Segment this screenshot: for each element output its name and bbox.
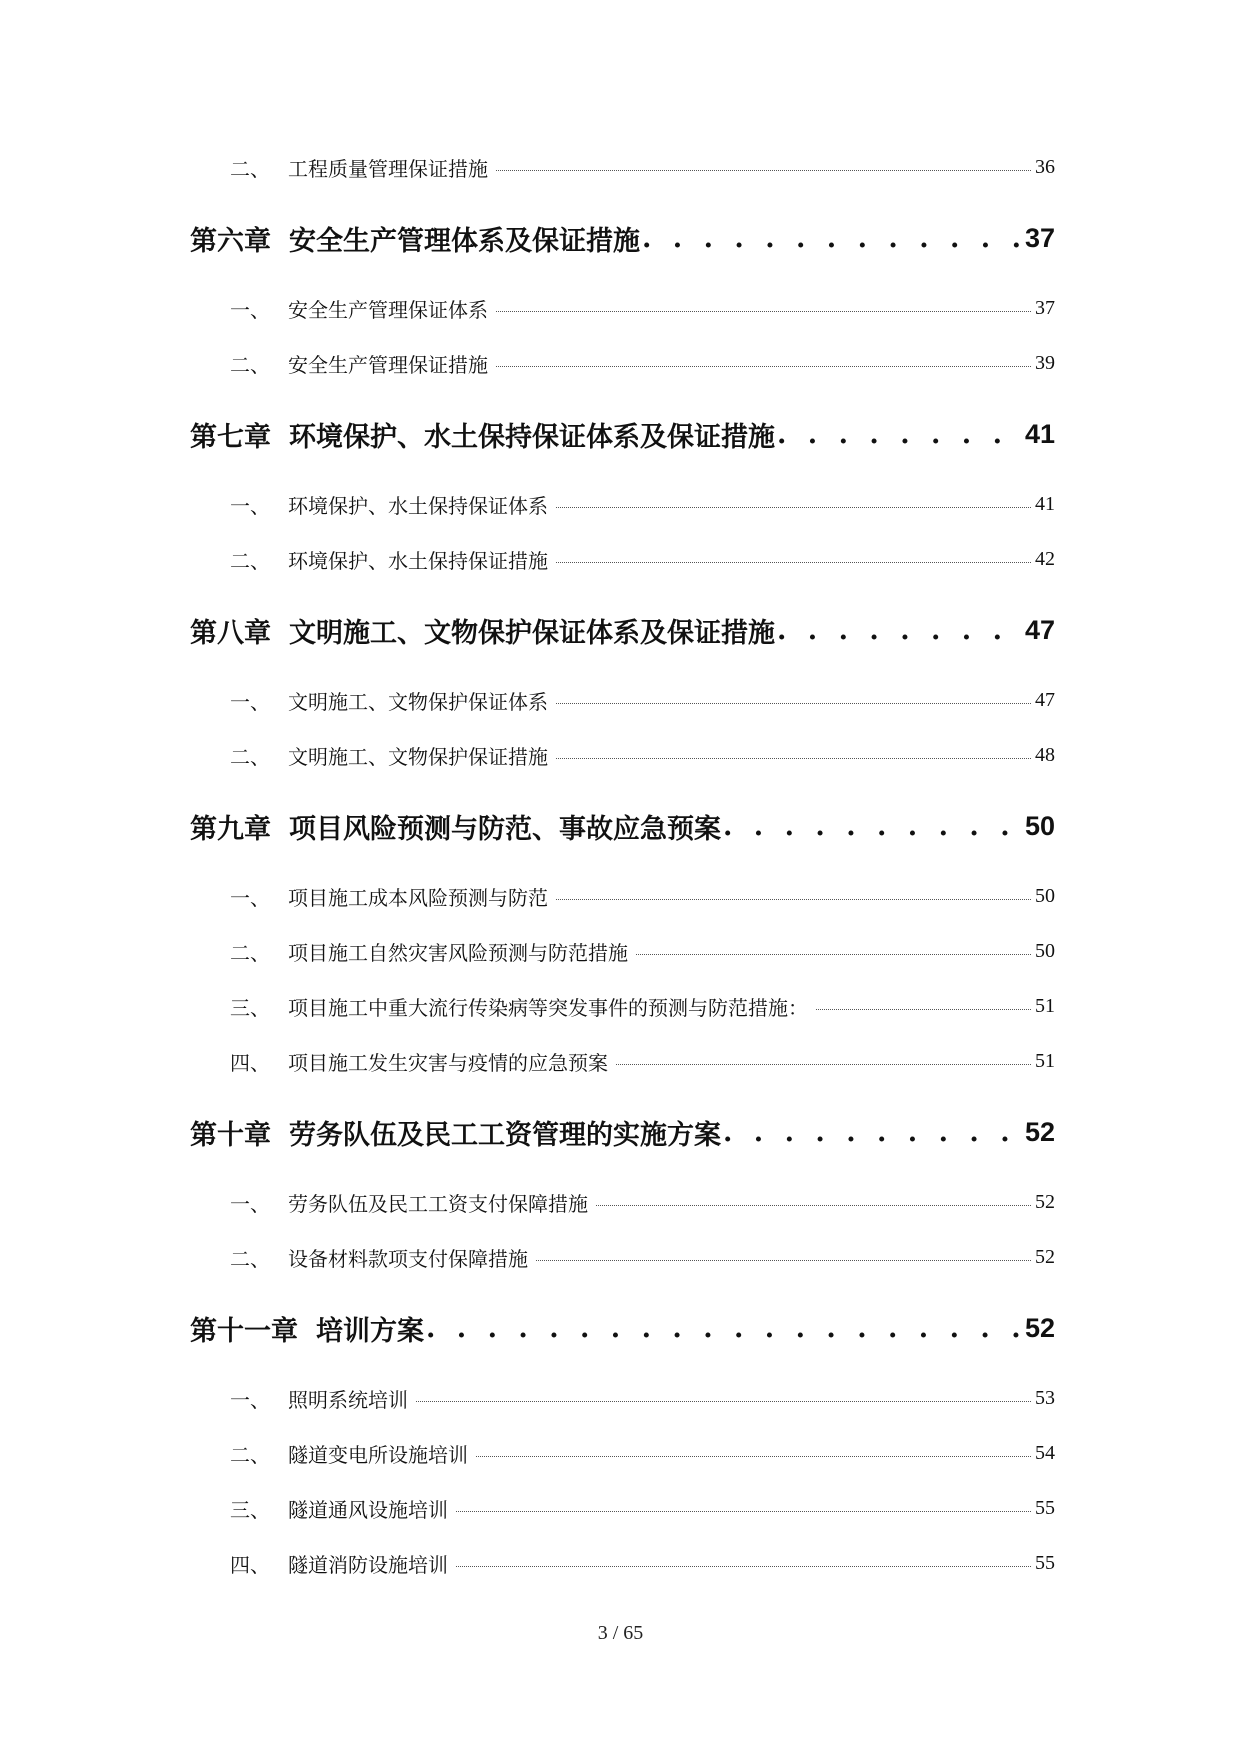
toc-entry-page-number: 51	[1035, 1050, 1055, 1072]
toc-entry-number: 一、	[230, 1192, 270, 1216]
table-of-contents	[190, 140, 1055, 1591]
dot-leader	[496, 311, 1031, 312]
toc-entry-number: 一、	[230, 494, 270, 518]
dot-leader	[777, 615, 1023, 646]
dot-leader	[476, 1456, 1031, 1457]
dot-leader	[556, 562, 1031, 563]
toc-section-entry[interactable]	[190, 979, 1055, 1034]
toc-entry-page-number: 47	[1024, 614, 1055, 645]
toc-entry-page-number: 47	[1035, 689, 1055, 711]
dot-leader	[636, 954, 1031, 955]
toc-entry-title: 安全生产管理体系及保证措施	[289, 225, 640, 257]
toc-entry-title: 环境保护、水土保持保证措施	[288, 549, 548, 573]
toc-chapter-entry[interactable]	[190, 783, 1055, 869]
toc-section-entry[interactable]	[190, 1175, 1055, 1230]
dot-leader	[426, 1313, 1023, 1344]
dot-leader	[556, 507, 1031, 508]
toc-entry-number: 第六章	[190, 225, 271, 257]
toc-entry-title: 隧道变电所设施培训	[288, 1443, 468, 1467]
toc-entry-number: 第十一章	[190, 1315, 298, 1347]
toc-entry-page-number: 42	[1035, 548, 1055, 570]
toc-entry-number: 四、	[230, 1553, 270, 1577]
toc-entry-number: 一、	[230, 1388, 270, 1412]
dot-leader	[456, 1566, 1031, 1567]
toc-entry-number: 第七章	[190, 421, 271, 453]
toc-entry-number: 四、	[230, 1051, 270, 1075]
toc-entry-title: 环境保护、水土保持保证体系及保证措施	[289, 421, 775, 453]
dot-leader	[777, 419, 1023, 450]
toc-section-entry[interactable]	[190, 532, 1055, 587]
toc-entry-page-number: 55	[1035, 1497, 1055, 1519]
toc-entry-number: 二、	[230, 353, 270, 377]
toc-section-entry[interactable]	[190, 477, 1055, 532]
toc-section-entry[interactable]	[190, 1426, 1055, 1481]
toc-entry-title: 项目施工中重大流行传染病等突发事件的预测与防范措施：	[288, 996, 808, 1020]
toc-entry-number: 三、	[230, 1498, 270, 1522]
toc-entry-page-number: 36	[1035, 156, 1055, 178]
dot-leader	[616, 1064, 1031, 1065]
toc-entry-page-number: 37	[1024, 222, 1055, 253]
toc-section-entry[interactable]	[190, 1034, 1055, 1089]
toc-entry-title: 隧道消防设施培训	[288, 1553, 448, 1577]
toc-chapter-entry[interactable]	[190, 1285, 1055, 1371]
toc-entry-page-number: 41	[1024, 418, 1055, 449]
page-number-footer: 3 / 65	[597, 1622, 644, 1644]
dot-leader	[496, 366, 1031, 367]
toc-chapter-entry[interactable]	[190, 391, 1055, 477]
toc-entry-title: 项目风险预测与防范、事故应急预案	[289, 813, 721, 845]
toc-section-entry[interactable]	[190, 1230, 1055, 1285]
dot-leader	[816, 1009, 1031, 1010]
dot-leader	[556, 758, 1031, 759]
toc-entry-label	[190, 611, 775, 650]
toc-entry-page-number: 48	[1035, 744, 1055, 766]
toc-entry-number: 第九章	[190, 813, 271, 845]
toc-entry-title: 工程质量管理保证措施	[288, 157, 488, 181]
toc-chapter-entry[interactable]	[190, 195, 1055, 281]
toc-section-entry[interactable]	[190, 281, 1055, 336]
toc-entry-number: 二、	[230, 1443, 270, 1467]
toc-entry-number: 二、	[230, 1247, 270, 1271]
dot-leader	[556, 703, 1031, 704]
toc-entry-label	[190, 1309, 424, 1348]
toc-section-entry[interactable]	[190, 1371, 1055, 1426]
toc-entry-title: 劳务队伍及民工工资支付保障措施	[288, 1192, 588, 1216]
toc-entry-page-number: 53	[1035, 1387, 1055, 1409]
toc-section-entry[interactable]	[190, 336, 1055, 391]
toc-chapter-entry[interactable]	[190, 587, 1055, 673]
toc-entry-label	[190, 219, 640, 258]
toc-entry-number: 一、	[230, 298, 270, 322]
toc-section-entry[interactable]	[190, 924, 1055, 979]
dot-leader	[723, 811, 1023, 842]
toc-section-entry[interactable]	[190, 869, 1055, 924]
toc-entry-label	[190, 807, 721, 846]
toc-entry-page-number: 52	[1035, 1246, 1055, 1268]
toc-section-entry[interactable]	[190, 140, 1055, 195]
toc-entry-label	[190, 1113, 721, 1152]
toc-entry-title: 照明系统培训	[288, 1388, 408, 1412]
toc-chapter-entry[interactable]	[190, 1089, 1055, 1175]
toc-entry-page-number: 37	[1035, 297, 1055, 319]
toc-entry-title: 项目施工自然灾害风险预测与防范措施	[288, 941, 628, 965]
toc-entry-title: 文明施工、文物保护保证体系及保证措施	[289, 617, 775, 649]
toc-entry-number: 第十章	[190, 1119, 271, 1151]
dot-leader	[642, 223, 1023, 254]
toc-entry-page-number: 52	[1024, 1116, 1055, 1147]
toc-entry-title: 环境保护、水土保持保证体系	[288, 494, 548, 518]
toc-entry-page-number: 52	[1024, 1312, 1055, 1343]
toc-entry-page-number: 52	[1035, 1191, 1055, 1213]
toc-section-entry[interactable]	[190, 673, 1055, 728]
toc-entry-page-number: 51	[1035, 995, 1055, 1017]
toc-entry-page-number: 50	[1035, 940, 1055, 962]
toc-entry-title: 安全生产管理保证体系	[288, 298, 488, 322]
toc-entry-title: 隧道通风设施培训	[288, 1498, 448, 1522]
toc-entry-title: 安全生产管理保证措施	[288, 353, 488, 377]
toc-entry-title: 培训方案	[316, 1315, 424, 1347]
toc-entry-title: 文明施工、文物保护保证措施	[288, 745, 548, 769]
toc-entry-number: 三、	[230, 996, 270, 1020]
toc-entry-number: 二、	[230, 745, 270, 769]
dot-leader	[496, 170, 1031, 171]
dot-leader	[416, 1401, 1031, 1402]
toc-entry-number: 二、	[230, 157, 270, 181]
toc-entry-page-number: 39	[1035, 352, 1055, 374]
toc-entry-title: 项目施工发生灾害与疫情的应急预案	[288, 1051, 608, 1075]
toc-section-entry[interactable]	[190, 1536, 1055, 1591]
toc-entry-number: 一、	[230, 690, 270, 714]
toc-entry-number: 二、	[230, 941, 270, 965]
toc-entry-number: 一、	[230, 886, 270, 910]
toc-entry-title: 劳务队伍及民工工资管理的实施方案	[289, 1119, 721, 1151]
toc-section-entry[interactable]	[190, 1481, 1055, 1536]
toc-entry-page-number: 55	[1035, 1552, 1055, 1574]
toc-entry-number: 二、	[230, 549, 270, 573]
dot-leader	[596, 1205, 1031, 1206]
dot-leader	[536, 1260, 1031, 1261]
dot-leader	[456, 1511, 1031, 1512]
toc-entry-title: 设备材料款项支付保障措施	[288, 1247, 528, 1271]
dot-leader	[556, 899, 1031, 900]
toc-entry-label	[190, 415, 775, 454]
toc-section-entry[interactable]	[190, 728, 1055, 783]
toc-entry-page-number: 50	[1024, 810, 1055, 841]
toc-entry-page-number: 50	[1035, 885, 1055, 907]
toc-entry-number: 第八章	[190, 617, 271, 649]
toc-entry-title: 文明施工、文物保护保证体系	[288, 690, 548, 714]
dot-leader	[723, 1117, 1023, 1148]
toc-entry-page-number: 41	[1035, 493, 1055, 515]
toc-entry-page-number: 54	[1035, 1442, 1055, 1464]
toc-entry-title: 项目施工成本风险预测与防范	[288, 886, 548, 910]
